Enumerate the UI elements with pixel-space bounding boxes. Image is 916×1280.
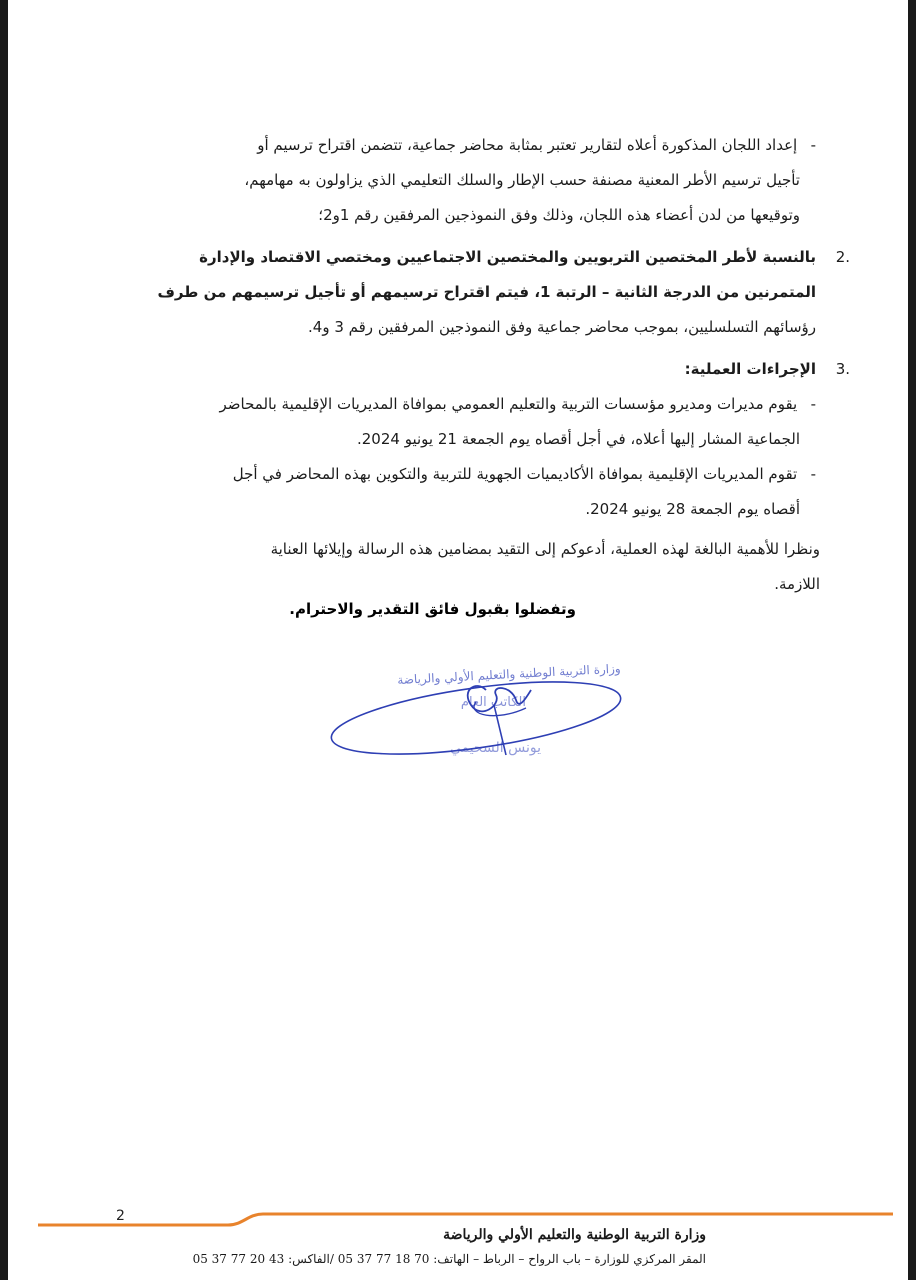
paragraph-line <box>116 128 816 163</box>
paragraph-line: ونظرا للأهمية البالغة لهذه العملية، أدعوكم إلى التقيد بمضامين هذه الرسالة وإيلائها العناية <box>270 540 820 558</box>
line-text: تقوم المديريات الإقليمية بموافاة الأكاديميات الجهوية للتربية والتكوين بهذه المحاضر في أجل <box>232 465 798 483</box>
paragraph-line: بالنسبة لأطر المختصين التربويين والمختصين الاجتماعيين ومختصي الاقتصاد والإدارة <box>199 248 816 266</box>
bullet-dash: - <box>810 465 816 483</box>
bullet-dash: - <box>810 395 816 413</box>
bullet-dash: - <box>810 136 816 154</box>
document-page <box>8 0 908 1280</box>
closing-salutation: وتفضلوا بقبول فائق التقدير والاحترام. <box>289 600 576 618</box>
line-text: يقوم مديرات ومديرو مؤسسات التربية والتعليم العمومي بموافاة المديريات الإقليمية بالمحاضر <box>219 395 798 413</box>
section-1-paragraph <box>116 128 816 233</box>
paragraph-line: أقصاه يوم الجمعة 28 يونيو 2024. <box>585 500 800 518</box>
page-number: 2 <box>116 1208 125 1224</box>
svg-text:يونس السحيمي: يونس السحيمي <box>450 740 541 756</box>
paragraph-line: اللازمة. <box>774 575 820 593</box>
section-number: 3. <box>835 360 850 378</box>
footer-ministry-name: وزارة التربية الوطنية والتعليم الأولي والرياضة <box>443 1227 706 1243</box>
line-text: المتمرنين من الدرجة الثانية – الرتبة 1، فيتم اقتراح ترسيمهم أو تأجيل ترسيمهم من طرف <box>157 283 816 301</box>
svg-text:الكاتب العام: الكاتب العام <box>460 695 526 710</box>
footer-address: المقر المركزي للوزارة – باب الرواح – الرباط – الهاتف: 70 18 77 37 05 /الفاكس: 43 20 77 37 05 <box>192 1252 706 1266</box>
paragraph-line <box>116 275 816 310</box>
paragraph-line: رؤسائهم التسلسليين، بموجب محاضر جماعية وفق النموذجين المرفقين رقم 3 و4. <box>308 318 816 336</box>
paragraph-line: وتوقيعها من لدن أعضاء هذه اللجان، وذلك وفق النموذجين المرفقين رقم 1و2؛ <box>318 206 800 224</box>
paragraph-line: الجماعية المشار إليها أعلاه، في أجل أقصاه يوم الجمعة 21 يونيو 2024. <box>356 430 800 448</box>
section-3 <box>116 352 850 527</box>
section-2-paragraph <box>116 240 850 345</box>
paragraph-line: تأجيل ترسيم الأطر المعنية مصنفة حسب الإطار والسلك التعليمي الذي يزاولون به مهامهم، <box>244 171 800 189</box>
section-heading: الإجراءات العملية: <box>684 360 816 378</box>
svg-text:وزارة التربية الوطنية والتعليم: وزارة التربية الوطنية والتعليم الأولي والرياضة <box>396 661 621 688</box>
paragraph-line <box>116 387 816 422</box>
paragraph-line <box>116 457 816 492</box>
signature-stamp <box>326 660 630 770</box>
section-number: 2. <box>835 248 850 266</box>
line-text: إعداد اللجان المذكورة أعلاه لتقارير تعتبر بمثابة محاضر جماعية، تتضمن اقتراح ترسيم أو <box>257 136 798 154</box>
conclusion-paragraph <box>100 532 820 602</box>
